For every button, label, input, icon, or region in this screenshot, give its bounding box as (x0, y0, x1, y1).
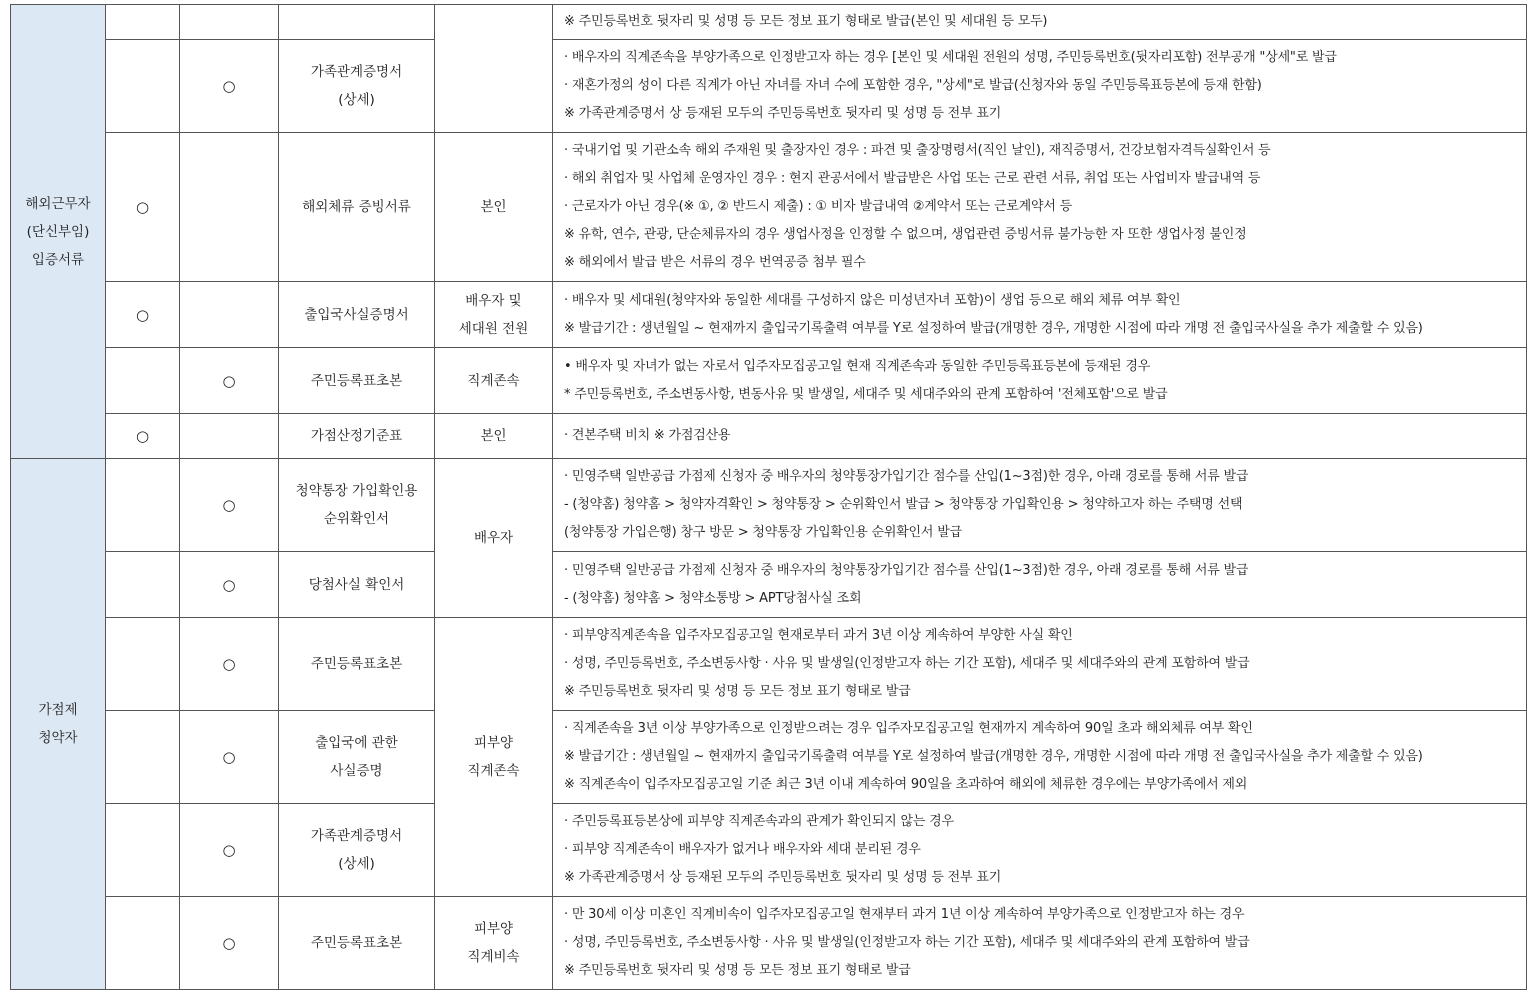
note-line: · 직계존속을 3년 이상 부양가족으로 인정받으려는 경우 입주자모집공고일 현재까지 계속하여 90일 초과 해외체류 여부 확인 (564, 721, 1253, 736)
issuer-label: 직계존속 (467, 372, 520, 389)
note-cell (553, 414, 1527, 459)
mark-cell-secondary: ○ (180, 348, 279, 414)
note-cell (553, 282, 1527, 348)
document-name-cell (279, 459, 435, 552)
note-line: · 피부양 직계존속이 배우자가 없거나 배우자와 세대 분리된 경우 (564, 842, 921, 857)
category-label: 입증서류 (31, 251, 85, 268)
note-line: · 민영주택 일반공급 가점제 신청자 중 배우자의 청약통장가입기간 점수를 산입(1~3점)한 경우, 아래 경로를 통해 서류 발급 (564, 469, 1249, 484)
mark-cell-secondary: ○ (180, 711, 279, 804)
table-row (11, 5, 1527, 40)
document-name: 주민등록표초본 (310, 372, 403, 389)
document-name-cell (279, 5, 435, 40)
note-line: - (청약홈) 청약홈 > 청약자격확인 > 청약통장 > 순위확인서 발급 > 청약통장 가입확인용 > 청약하고자 하는 주택명 선택 (564, 497, 1243, 512)
note-line: (청약통장 가입은행) 창구 방문 > 청약통장 가입확인용 순위확인서 발급 (564, 525, 962, 540)
category-label: 해외근무자 (25, 195, 91, 212)
document-name: 출입국에 관한 (315, 735, 398, 751)
document-name: 청약통장 가입확인용 (295, 483, 418, 499)
document-name-cell (279, 552, 435, 618)
note-line: ※ 해외에서 발급 받은 서류의 경우 번역공증 첨부 필수 (564, 255, 866, 270)
note-line: ※ 직계존속이 입주자모집공고일 기준 최근 3년 이내 계속하여 90일을 초과하여 해외에 체류한 경우에는 부양가족에서 제외 (564, 777, 1248, 792)
mark-cell-primary (106, 552, 180, 618)
document-name: 출입국사실증명서 (304, 306, 409, 323)
mark-cell-secondary (180, 5, 279, 40)
document-name: 사실증명 (330, 763, 383, 779)
note-line: · 성명, 주민등록번호, 주소변동사항 · 사유 및 발생일(인정받고자 하는 기간 포함), 세대주 및 세대주와의 관계 포함하여 발급 (564, 935, 1250, 950)
note-cell (553, 804, 1527, 897)
mark-cell-primary: ○ (106, 133, 180, 282)
mark-cell-primary (106, 5, 180, 40)
note-line: ※ 발급기간 : 생년월일 ~ 현재까지 출입국기록출력 여부를 Y로 설정하여 발급(개명한 경우, 개명한 시점에 따라 개명 전 출입국사실을 추가 제출할 수 있음) (564, 320, 1423, 336)
note-cell (553, 897, 1527, 990)
table-row (11, 348, 1527, 414)
document-name: 가점산정기준표 (310, 428, 403, 444)
table-row (11, 552, 1527, 618)
mark-cell-secondary (180, 282, 279, 348)
issuer-label: 직계비속 (467, 949, 520, 965)
note-line: ※ 유학, 연수, 관광, 단순체류자의 경우 생업사정을 인정할 수 없으며, 생업관련 증빙서류 불가능한 자 또한 생업사정 불인정 (564, 227, 1247, 242)
mark-cell-primary: ○ (106, 282, 180, 348)
note-line: ※ 주민등록번호 뒷자리 및 성명 등 모든 정보 표기 형태로 발급 (564, 963, 911, 978)
mark-cell-secondary (180, 414, 279, 459)
note-line: · 근로자가 아닌 경우(※ ①, ② 반드시 제출) : ① 비자 발급내역 ②계약서 또는 근로계약서 등 (564, 199, 1073, 214)
note-line: * 주민등록번호, 주소변동사항, 변동사유 및 발생일, 세대주 및 세대주와의 관계 포함하여 '전체포함'으로 발급 (564, 386, 1168, 402)
required-documents-table (10, 4, 1527, 990)
note-cell (553, 618, 1527, 711)
note-line: · 재혼가정의 성이 다른 직계가 아닌 자녀를 자녀 수에 포함한 경우, "상세"로 발급(신청자와 동일 주민등록표등본에 등재 한함) (564, 78, 1262, 93)
table-row (11, 897, 1527, 990)
issuer-cell (435, 348, 553, 414)
note-cell (553, 5, 1527, 40)
issuer-cell (435, 459, 553, 618)
mark-cell-secondary: ○ (180, 804, 279, 897)
mark-cell-secondary: ○ (180, 459, 279, 552)
category-label: 청약자 (38, 730, 78, 746)
category-cell-point (11, 459, 106, 990)
document-name-cell (279, 40, 435, 133)
issuer-label: 피부양 (473, 921, 514, 937)
issuer-cell (435, 133, 553, 282)
table-row (11, 282, 1527, 348)
issuer-label: 직계존속 (467, 763, 520, 779)
mark-cell-primary (106, 804, 180, 897)
note-cell (553, 459, 1527, 552)
mark-cell-secondary (180, 133, 279, 282)
document-name: (상세) (338, 856, 375, 872)
document-name: 주민등록표초본 (310, 935, 403, 951)
document-name-cell (279, 897, 435, 990)
issuer-label: 피부양 (473, 735, 514, 751)
table-row (11, 40, 1527, 133)
table-row (11, 133, 1527, 282)
mark-cell-primary (106, 618, 180, 711)
document-name: 주민등록표초본 (310, 656, 403, 672)
mark-cell-primary (106, 711, 180, 804)
mark-cell-primary (106, 40, 180, 133)
document-name: 가족관계증명서 (310, 828, 403, 844)
mark-cell-primary: ○ (106, 414, 180, 459)
note-line: · 민영주택 일반공급 가점제 신청자 중 배우자의 청약통장가입기간 점수를 산입(1~3점)한 경우, 아래 경로를 통해 서류 발급 (564, 562, 1249, 578)
document-name-cell (279, 348, 435, 414)
note-line: · 견본주택 비치 ※ 가점검산용 (564, 428, 731, 443)
note-line: ※ 주민등록번호 뒷자리 및 성명 등 모든 정보 표기 형태로 발급(본인 및 세대원 등 모두) (564, 14, 1048, 29)
note-line: • 배우자 및 자녀가 없는 자로서 입주자모집공고일 현재 직계존속과 동일한 주민등록표등본에 등재된 경우 (564, 358, 1151, 374)
mark-cell-secondary: ○ (180, 618, 279, 711)
issuer-cell (435, 282, 553, 348)
mark-cell-primary (106, 348, 180, 414)
document-name-cell (279, 804, 435, 897)
table-row (11, 618, 1527, 711)
issuer-label: 세대원 전원 (458, 320, 529, 337)
note-cell (553, 711, 1527, 804)
document-table-wrapper (10, 4, 1527, 990)
note-line: - (청약홈) 청약홈 > 청약소통방 > APT당첨사실 조회 (564, 590, 862, 606)
document-name: 가족관계증명서 (310, 64, 403, 80)
note-line: ※ 가족관계증명서 상 등재된 모두의 주민등록번호 뒷자리 및 성명 등 전부 표기 (564, 106, 1002, 121)
issuer-label: 배우자 및 (465, 292, 522, 309)
note-line: · 주민등록표등본상에 피부양 직계존속과의 관계가 확인되지 않는 경우 (564, 814, 954, 829)
note-cell (553, 133, 1527, 282)
note-cell (553, 552, 1527, 618)
document-name-cell (279, 282, 435, 348)
issuer-cell (435, 618, 553, 897)
note-line: · 국내기업 및 기관소속 해외 주재원 및 출장자인 경우 : 파견 및 출장명령서(직인 날인), 재직증명서, 건강보험자격득실확인서 등 (564, 143, 1271, 158)
mark-cell-secondary: ○ (180, 552, 279, 618)
note-line: ※ 발급기간 : 생년월일 ~ 현재까지 출입국기록출력 여부를 Y로 설정하여 발급(개명한 경우, 개명한 시점에 따라 개명 전 출입국사실을 추가 제출할 수 있음) (564, 749, 1423, 764)
issuer-cell (435, 414, 553, 459)
note-line: · 피부양직계존속을 입주자모집공고일 현재로부터 과거 3년 이상 계속하여 부양한 사실 확인 (564, 628, 1073, 643)
document-name-cell (279, 618, 435, 711)
table-row (11, 459, 1527, 552)
table-row (11, 414, 1527, 459)
issuer-label: 본인 (480, 428, 507, 444)
note-line: ※ 가족관계증명서 상 등재된 모두의 주민등록번호 뒷자리 및 성명 등 전부 표기 (564, 870, 1002, 885)
issuer-label: 본인 (480, 199, 507, 215)
note-line: · 만 30세 이상 미혼인 직계비속이 입주자모집공고일 현재부터 과거 1년 이상 계속하여 부양가족으로 인정받고자 하는 경우 (564, 907, 1245, 922)
document-name-cell (279, 414, 435, 459)
mark-cell-primary (106, 897, 180, 990)
note-line: ※ 주민등록번호 뒷자리 및 성명 등 모든 정보 표기 형태로 발급 (564, 684, 911, 699)
document-name: 당첨사실 확인서 (308, 576, 405, 593)
category-label: 가점제 (38, 702, 78, 718)
document-name: (상세) (338, 92, 375, 108)
document-name-cell (279, 711, 435, 804)
note-line: · 해외 취업자 및 사업체 운영자인 경우 : 현지 관공서에서 발급받은 사업 또는 근로 관련 서류, 취업 또는 사업비자 발급내역 등 (564, 171, 1261, 186)
table-row (11, 711, 1527, 804)
mark-cell-secondary: ○ (180, 40, 279, 133)
issuer-cell (435, 5, 553, 133)
issuer-cell (435, 897, 553, 990)
issuer-label: 배우자 (473, 530, 514, 546)
category-label: (단신부임) (26, 223, 90, 240)
category-cell-overseas (11, 5, 106, 459)
document-name: 순위확인서 (323, 511, 390, 527)
note-line: · 성명, 주민등록번호, 주소변동사항 · 사유 및 발생일(인정받고자 하는 기간 포함), 세대주 및 세대주와의 관계 포함하여 발급 (564, 656, 1250, 671)
note-line: · 배우자의 직계존속을 부양가족으로 인정받고자 하는 경우 [본인 및 세대원 전원의 성명, 주민등록번호(뒷자리포함) 전부공개 "상세"로 발급 (564, 50, 1337, 65)
mark-cell-secondary: ○ (180, 897, 279, 990)
note-cell (553, 348, 1527, 414)
table-row (11, 804, 1527, 897)
mark-cell-primary (106, 459, 180, 552)
document-name-cell (279, 133, 435, 282)
note-cell (553, 40, 1527, 133)
note-line: · 배우자 및 세대원(청약자와 동일한 세대를 구성하지 않은 미성년자녀 포함)이 생업 등으로 해외 체류 여부 확인 (564, 292, 1181, 308)
document-name: 해외체류 증빙서류 (302, 199, 411, 215)
